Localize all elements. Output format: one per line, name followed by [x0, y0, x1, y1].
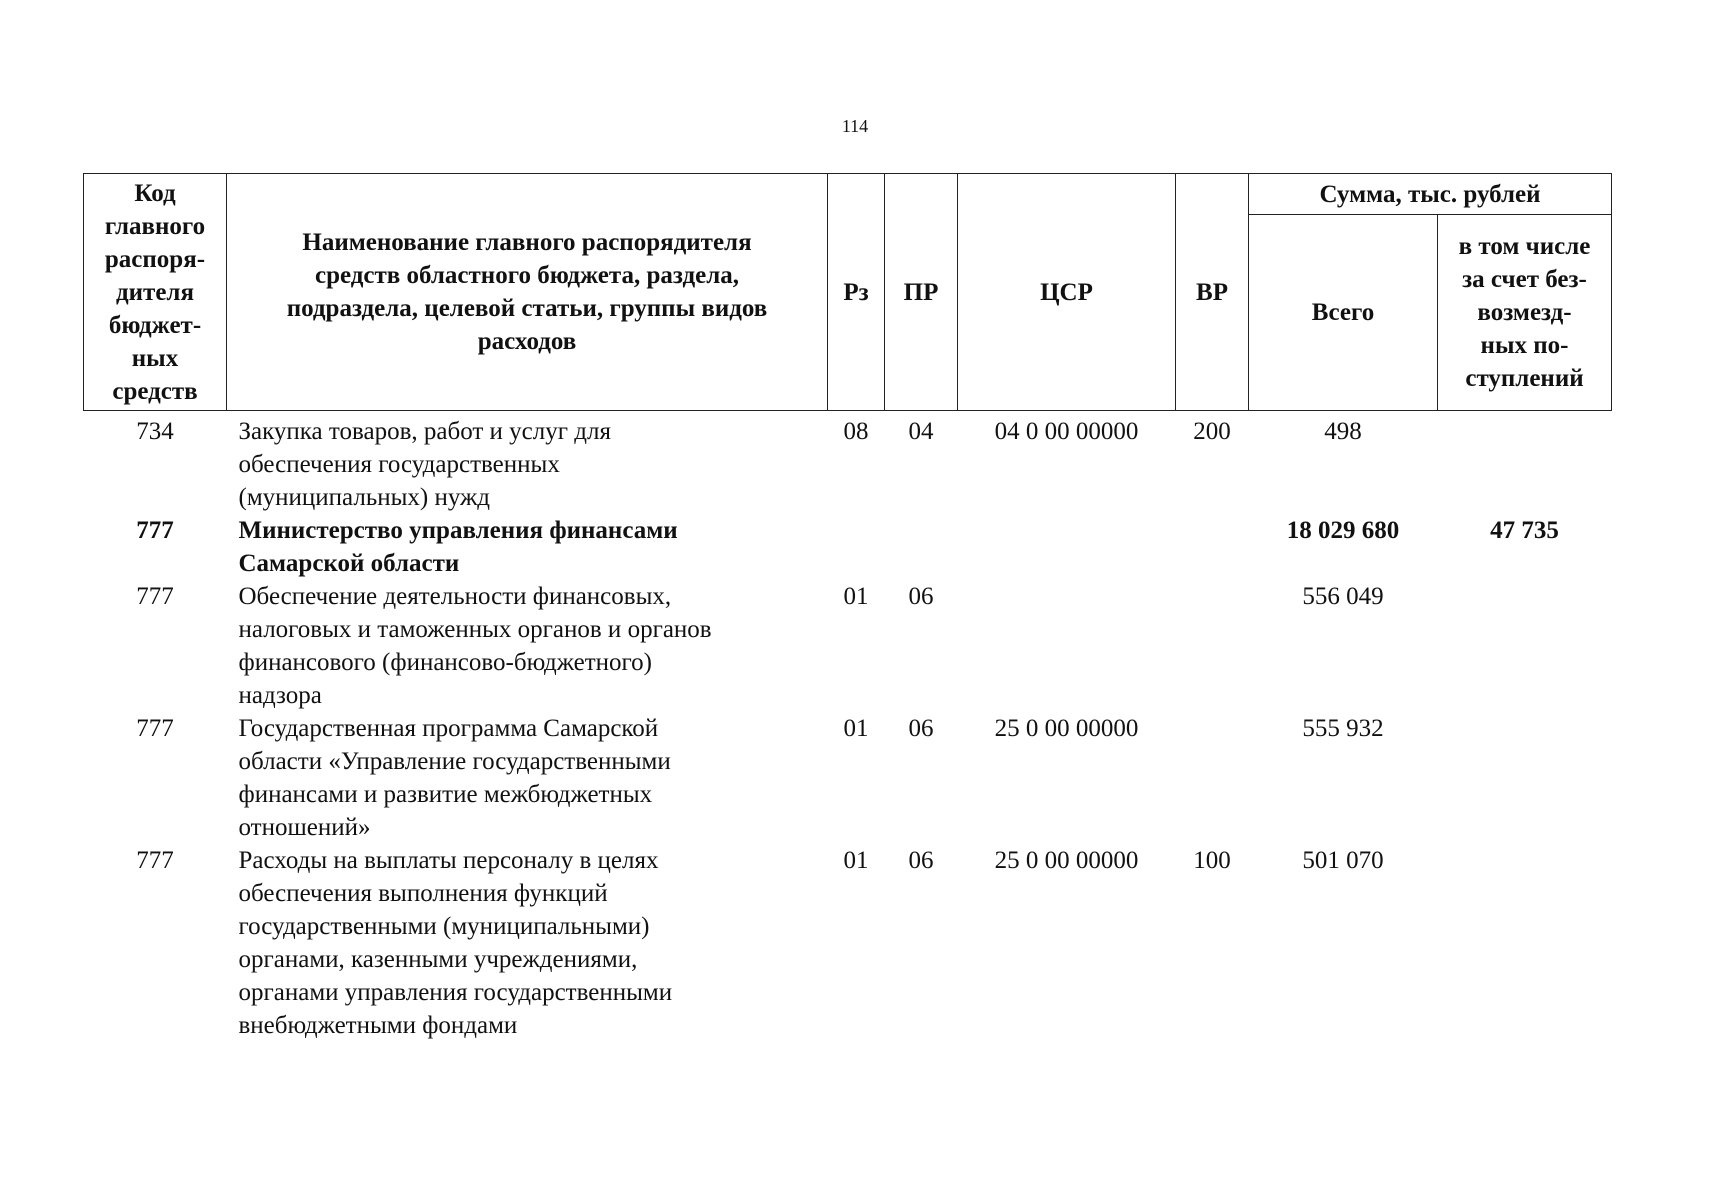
- cell-free: [1438, 411, 1612, 515]
- cell-rz: 01: [843, 715, 869, 742]
- cell-code: 777: [136, 715, 174, 742]
- cell-code: 777: [136, 517, 174, 544]
- cell-total: 498: [1324, 418, 1362, 445]
- cell-name: Расходы на выплаты персоналу в целях обеспечения выполнения функций государственными (муниципальными) органами, казенными учреждениями, органами управления государственными внебюджетными фондами: [238, 847, 673, 1039]
- cell-total: 555 932: [1302, 715, 1384, 742]
- budget-table: [83, 173, 1612, 1042]
- header-vr: ВР: [1176, 174, 1249, 411]
- header-free: в том числе за счет без- возмезд- ных по- ступлений: [1438, 215, 1612, 411]
- cell-rz: 08: [843, 418, 869, 445]
- cell-name: Государственная программа Самарской области «Управление государственными финансами и развитие межбюджетных отношений»: [238, 715, 671, 841]
- cell-vr: [1176, 514, 1249, 580]
- cell-code: 777: [136, 847, 174, 874]
- cell-vr: [1176, 712, 1249, 844]
- cell-free: 47 735: [1490, 517, 1559, 544]
- cell-csr: [958, 580, 1176, 712]
- cell-rz: 01: [843, 583, 869, 610]
- cell-name: Закупка товаров, работ и услуг для обеспечения государственных (муниципальных) нужд: [238, 418, 611, 511]
- table-row: [84, 712, 1612, 844]
- header-csr: ЦСР: [958, 174, 1176, 411]
- cell-vr: [1176, 580, 1249, 712]
- cell-pr: 04: [908, 418, 934, 445]
- cell-name: Обеспечение деятельности финансовых, налоговых и таможенных органов и органов финансового (финансово-бюджетного) надзора: [238, 583, 712, 709]
- cell-rz: 01: [843, 847, 869, 874]
- header-name: Наименование главного распорядителя средств областного бюджета, раздела, подраздела, целевой статьи, группы видов расходов: [227, 174, 828, 411]
- header-rz: Рз: [828, 174, 885, 411]
- cell-code: 734: [136, 418, 174, 445]
- cell-free: [1438, 844, 1612, 1042]
- cell-pr: 06: [908, 583, 934, 610]
- cell-csr: 25 0 00 00000: [994, 847, 1139, 874]
- header-sum: Сумма, тыс. рублей: [1249, 174, 1612, 215]
- cell-total: 18 029 680: [1286, 517, 1400, 544]
- cell-code: 777: [136, 583, 174, 610]
- header-total: Всего: [1249, 215, 1438, 411]
- cell-rz: [828, 514, 885, 580]
- cell-free: [1438, 580, 1612, 712]
- cell-pr: 06: [908, 715, 934, 742]
- table-row: [84, 411, 1612, 515]
- header-code: Код главного распоря- дителя бюджет- ных средств: [84, 174, 227, 411]
- cell-vr: 200: [1193, 418, 1231, 445]
- table-row: [84, 514, 1612, 580]
- cell-free: [1438, 712, 1612, 844]
- table-row: [84, 580, 1612, 712]
- header-pr: ПР: [885, 174, 958, 411]
- cell-csr: [958, 514, 1176, 580]
- cell-total: 501 070: [1302, 847, 1384, 874]
- page-number: 114: [841, 116, 869, 136]
- cell-csr: 04 0 00 00000: [994, 418, 1139, 445]
- cell-vr: 100: [1193, 847, 1231, 874]
- table-row: [84, 844, 1612, 1042]
- cell-total: 556 049: [1302, 583, 1384, 610]
- cell-csr: 25 0 00 00000: [994, 715, 1139, 742]
- cell-pr: [885, 514, 958, 580]
- table-body: [84, 411, 1612, 1043]
- table-header: [84, 174, 1612, 411]
- cell-name: Министерство управления финансами Самарской области: [238, 517, 678, 577]
- cell-pr: 06: [908, 847, 934, 874]
